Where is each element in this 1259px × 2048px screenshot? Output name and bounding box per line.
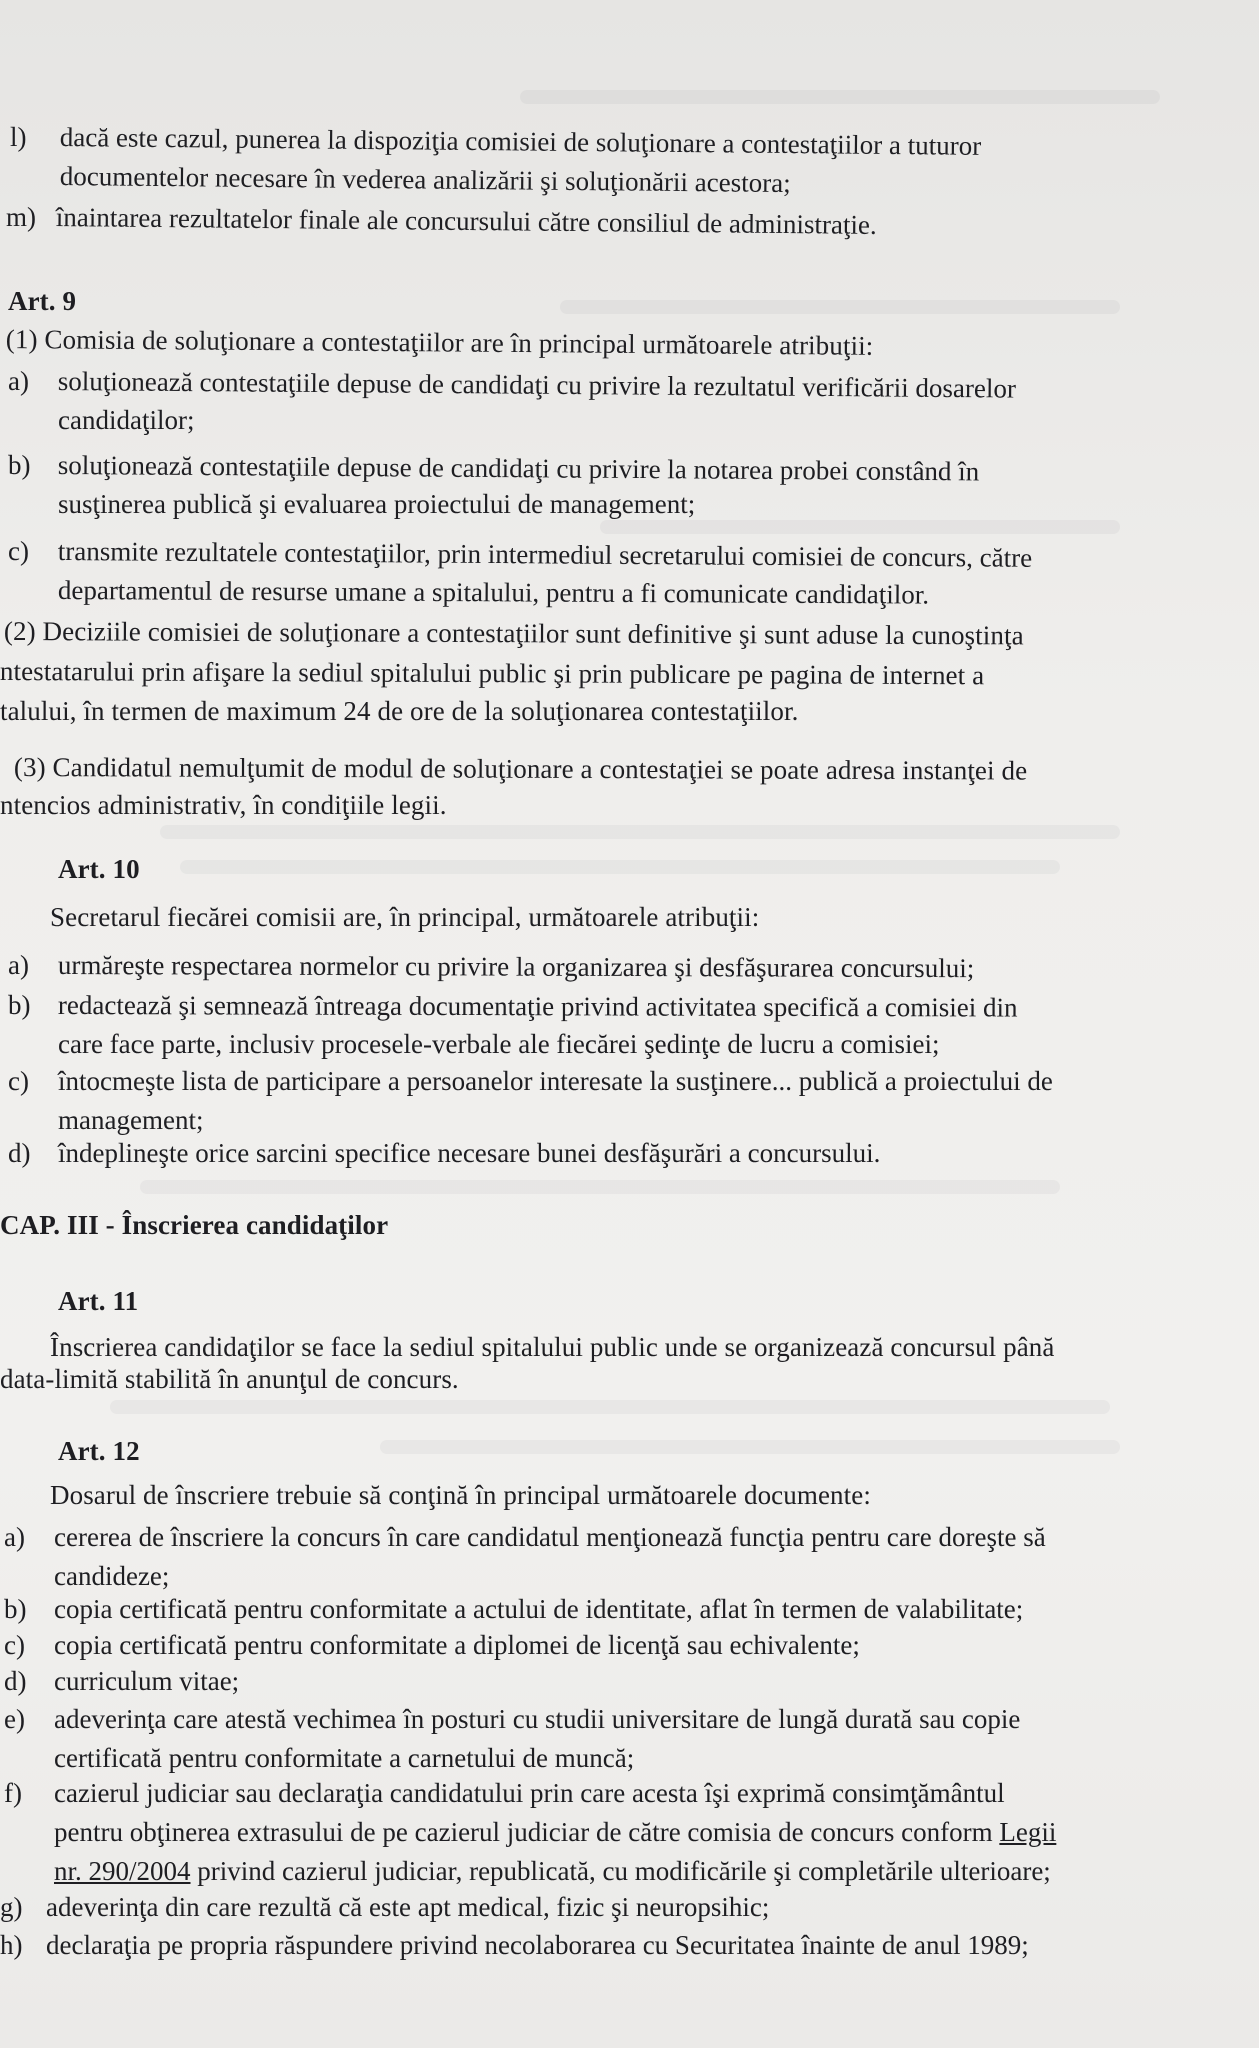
paragraph: ntestatarului prin afişare la sediul spitalului public şi prin publicare pe pagina de internet a xyxy=(0,655,985,691)
paragraph: talului, în termen de maximum 24 de ore de la soluţionarea contestaţiilor. xyxy=(0,696,799,726)
list-item-text: cazierul judiciar sau declaraţia candidatului prin care acesta îşi exprimă consimţământul xyxy=(54,1778,1005,1808)
list-marker: b) xyxy=(4,1594,27,1624)
list-marker: f) xyxy=(4,1778,22,1808)
list-item-text: urmăreşte respectarea normelor cu privire la organizarea şi desfăşurarea concursului; xyxy=(57,950,975,984)
list-item-text: înaintarea rezultatelor finale ale concursului către consiliul de administraţie. xyxy=(55,201,877,240)
paragraph: (1) Comisia de soluţionare a contestaţiilor are în principal următoarele atribuţii: xyxy=(5,323,874,361)
paragraph: Înscrierea candidaţilor se face la sediul spitalului public unde se organizează concursul până xyxy=(50,1332,1055,1362)
list-marker: a) xyxy=(4,1522,25,1552)
list-item-text: departamentul de resurse umane a spitalului, pentru a fi comunicate candidaţilor. xyxy=(57,574,930,610)
list-item-text: transmite rezultatele contestaţiilor, prin intermediul secretarului comisiei de concurs, către xyxy=(57,535,1033,573)
list-item-text: management; xyxy=(58,1105,204,1135)
list-item-text: curriculum vitae; xyxy=(54,1666,240,1696)
list-item-text: îndeplineşte orice sarcini specifice necesare bunei desfăşurări a concursului. xyxy=(58,1138,881,1168)
list-item-text: candidaţilor; xyxy=(58,405,195,435)
list-item-text: candideze; xyxy=(54,1561,170,1591)
paragraph: data-limită stabilită în anunţul de concurs. xyxy=(0,1364,459,1394)
list-item-text: copia certificată pentru conformitate a actului de identitate, aflat în termen de valabilitate; xyxy=(54,1594,1024,1624)
list-marker: m) xyxy=(6,202,36,232)
list-item-text: adeverinţa care atestă vechimea în posturi cu studii universitare de lungă durată sau copie xyxy=(54,1704,1021,1734)
paragraph: (2) Deciziile comisiei de soluţionare a contestaţiilor sunt definitive şi sunt aduse la cunoştinţa xyxy=(3,615,1024,651)
list-item-text: cererea de înscriere la concurs în care candidatul menţionează funcţia pentru care doreşte să xyxy=(54,1522,1046,1552)
list-item-text: soluţionează contestaţiile depuse de candidaţi cu privire la notarea probei constând în xyxy=(57,449,980,487)
list-item-text: susţinerea publică şi evaluarea proiectului de management; xyxy=(58,489,696,519)
list-marker: e) xyxy=(4,1704,25,1734)
list-marker: c) xyxy=(8,536,29,566)
list-item-text: nr. 290/2004 privind cazierul judiciar, republicată, cu modificările şi completările ulterioare; xyxy=(54,1856,1051,1886)
list-marker: d) xyxy=(4,1666,27,1696)
list-item-text: pentru obţinerea extrasului de pe cazierul judiciar de către comisia de concurs conform Legii xyxy=(54,1817,1057,1847)
list-item-text: redactează şi semnează întreaga documentaţie privind activitatea specifică a comisiei din xyxy=(57,990,1018,1023)
chapter-heading: CAP. III - Înscrierea candidaţilor xyxy=(0,1210,389,1240)
list-item-text: declaraţia pe propria răspundere privind necolaborarea cu Securitatea înainte de anul 1989; xyxy=(46,1930,1029,1960)
list-item-text: adeverinţa din care rezultă că este apt medical, fizic şi neuropsihic; xyxy=(46,1892,770,1922)
list-marker: h) xyxy=(0,1930,23,1960)
law-link[interactable]: Legii xyxy=(999,1817,1057,1847)
list-marker: l) xyxy=(10,122,27,152)
list-item-text: certificată pentru conformitate a carnetului de muncă; xyxy=(54,1743,635,1773)
article-heading: Art. 9 xyxy=(8,286,77,316)
list-marker: a) xyxy=(8,366,29,396)
paragraph: Dosarul de înscriere trebuie să conţină în principal următoarele documente: xyxy=(50,1480,871,1510)
list-item-text: documentelor necesare în vederea analizării şi soluţionării acestora; xyxy=(59,160,791,199)
list-marker: d) xyxy=(8,1138,31,1168)
list-marker: g) xyxy=(0,1892,23,1922)
list-item-text: întocmeşte lista de participare a persoanelor interesate la susţinere... publică a proiectului de xyxy=(58,1066,1053,1096)
article-heading: Art. 10 xyxy=(58,854,140,884)
list-item-text: soluţionează contestaţiile depuse de candidaţi cu privire la rezultatul verificării dosarelor xyxy=(57,365,1017,404)
paragraph: ntencios administrativ, în condiţiile legii. xyxy=(0,790,447,820)
article-heading: Art. 11 xyxy=(58,1286,139,1316)
paragraph: Secretarul fiecărei comisii are, în principal, următoarele atribuţii: xyxy=(50,902,760,932)
article-heading: Art. 12 xyxy=(58,1436,140,1466)
list-marker: a) xyxy=(8,950,29,980)
law-link[interactable]: nr. 290/2004 xyxy=(54,1856,191,1886)
list-marker: c) xyxy=(4,1630,25,1660)
list-marker: c) xyxy=(8,1066,29,1096)
list-item-text: dacă este cazul, punerea la dispoziţia comisiei de soluţionare a contestaţiilor a tuturor xyxy=(59,121,982,161)
list-item-text: copia certificată pentru conformitate a diplomei de licenţă sau echivalente; xyxy=(54,1630,860,1660)
list-item-text: care face parte, inclusiv procesele-verbale ale fiecărei şedinţe de lucru a comisiei; xyxy=(58,1029,940,1059)
list-marker: b) xyxy=(8,450,31,480)
paragraph: (3) Candidatul nemulţumit de modul de soluţionare a contestaţiei se poate adresa instanţei de xyxy=(13,752,1028,786)
list-marker: b) xyxy=(8,990,31,1020)
